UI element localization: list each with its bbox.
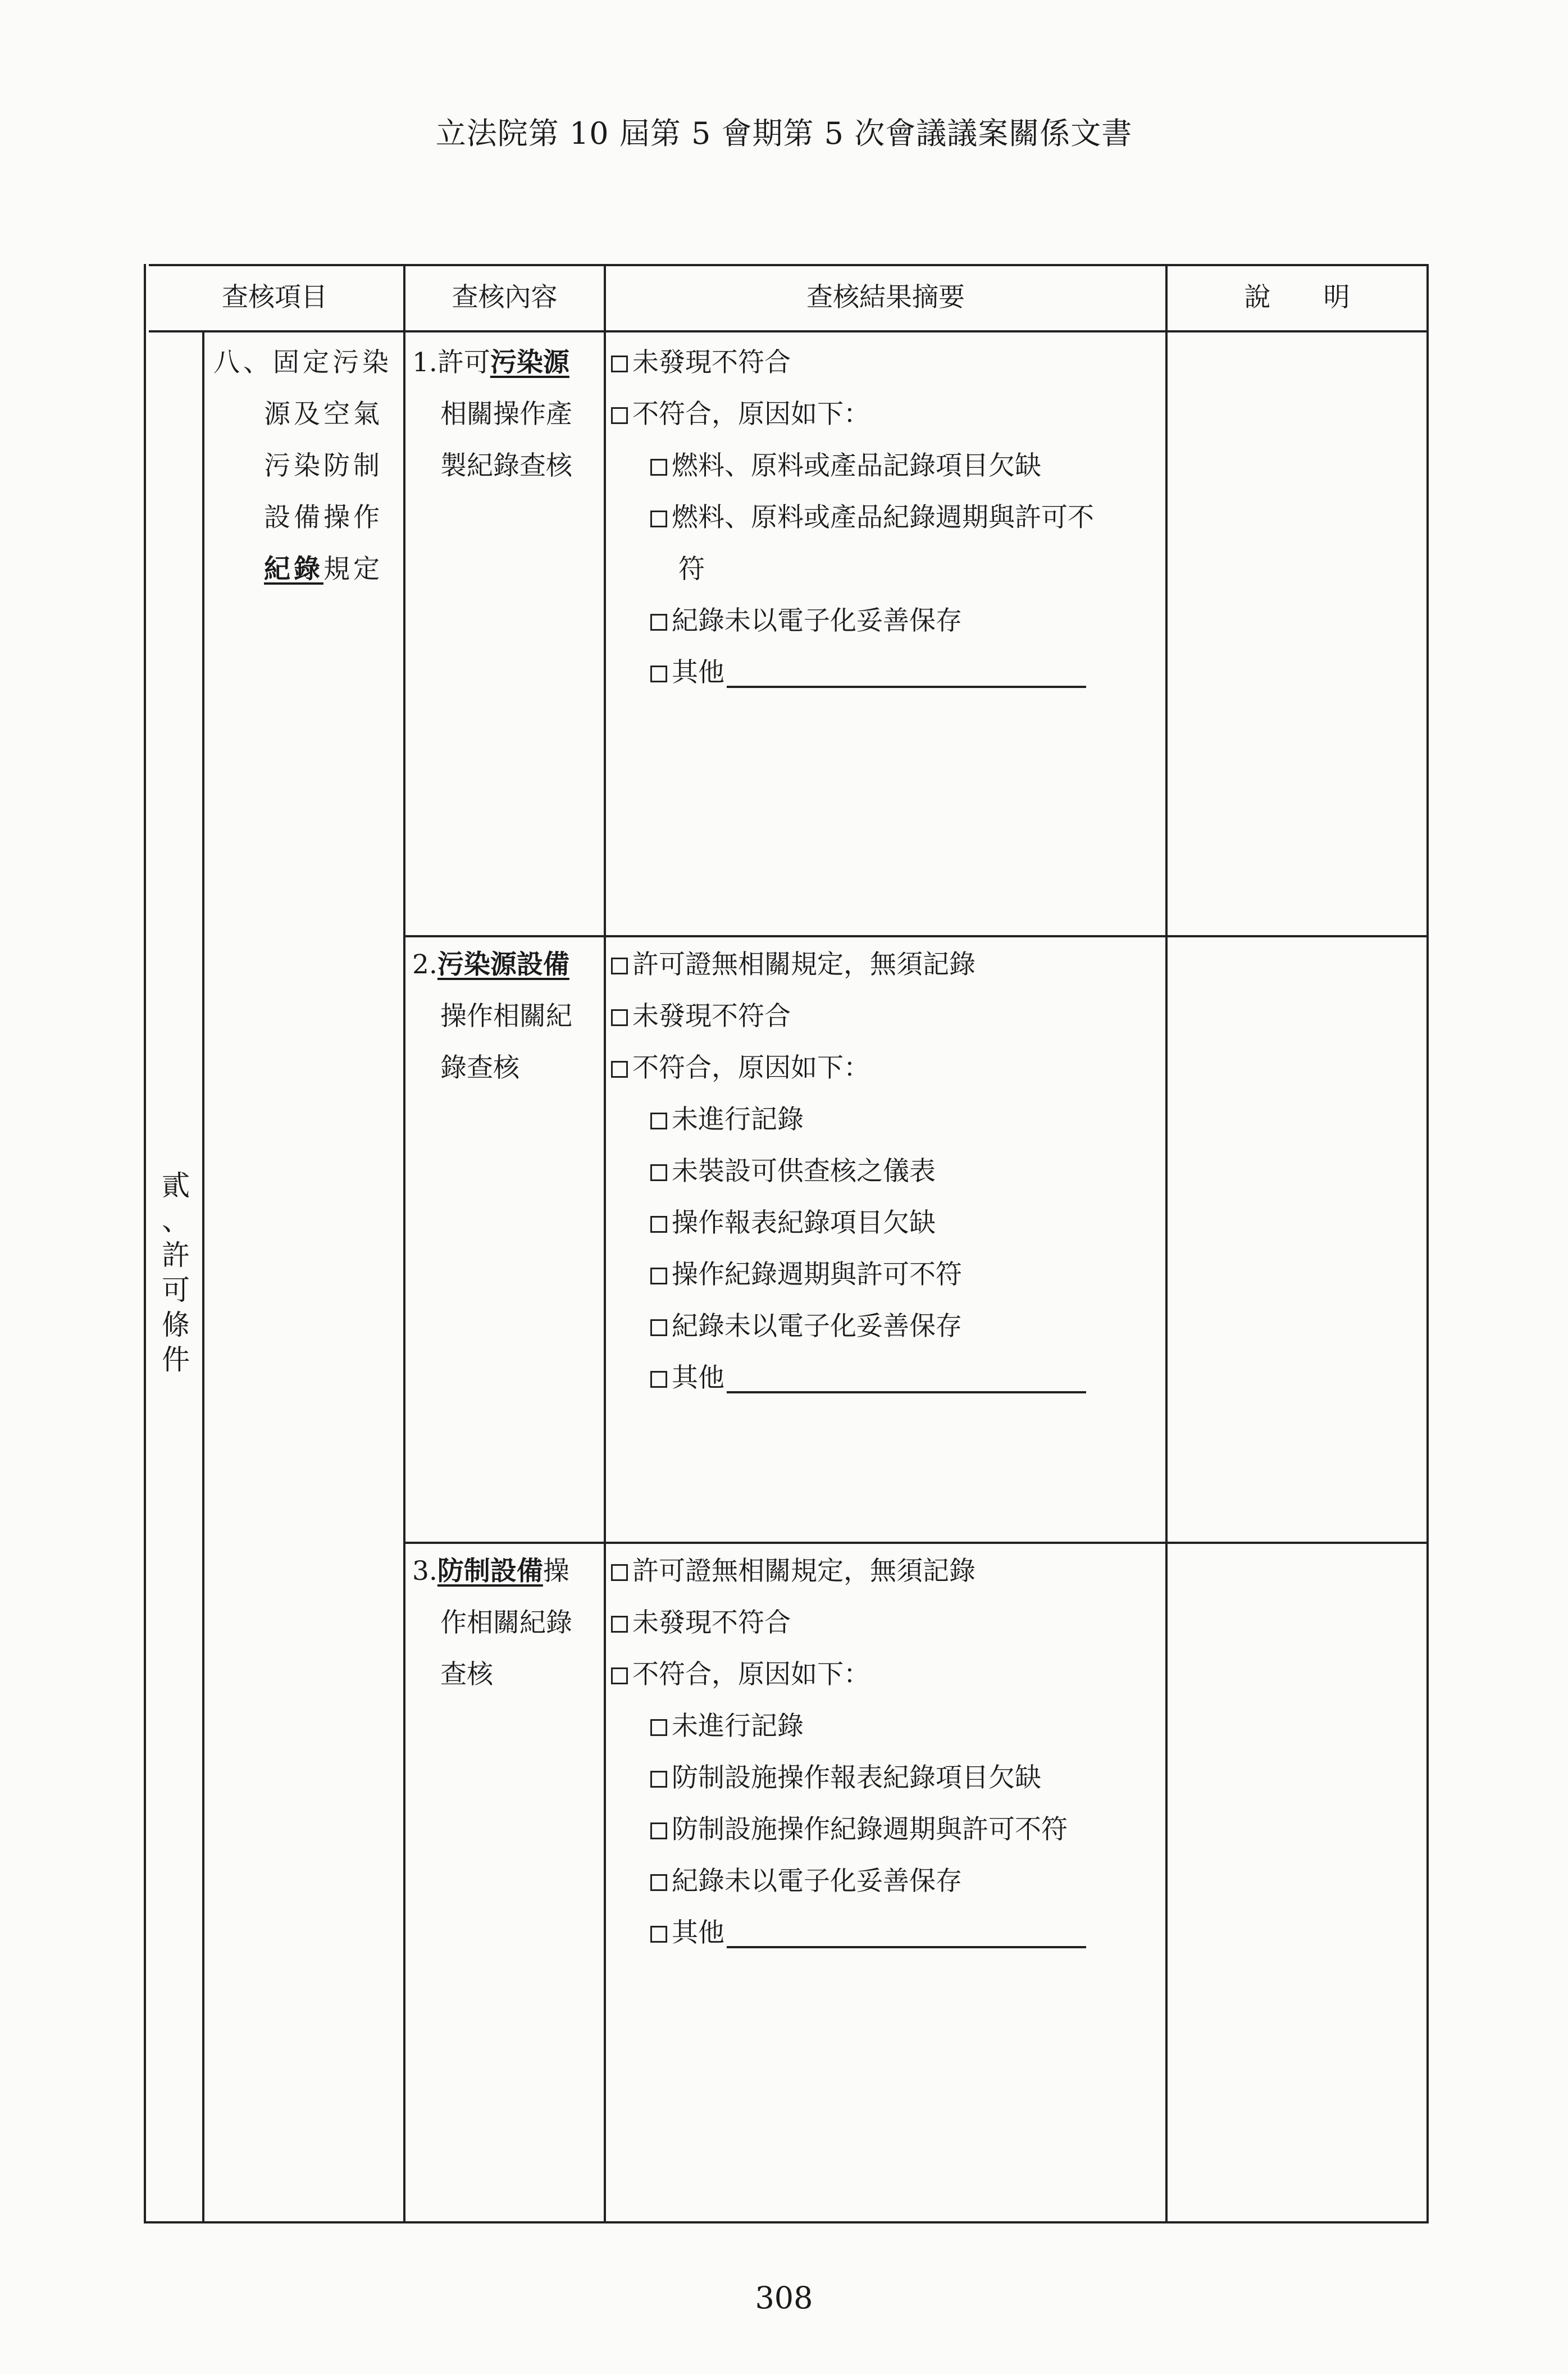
checkbox-icon xyxy=(650,1268,667,1284)
header-remarks: 說 明 xyxy=(1244,282,1350,313)
checkbox-icon xyxy=(650,1319,667,1336)
checkbox-item: 未發現不符合 xyxy=(611,1597,1164,1649)
checkbox-item: 燃料、原料或產品紀錄週期與許可不 xyxy=(650,492,1164,544)
checkbox-item: 許可證無相關規定，無須記錄 xyxy=(611,939,1164,991)
checkbox-icon xyxy=(611,958,628,974)
fill-in-blank xyxy=(727,657,1086,688)
checkbox-icon xyxy=(650,614,667,631)
checkbox-item: 其他 xyxy=(650,1907,1164,1959)
audit-item-eight: 八、固定污染 源及空氣 污染防制 設備操作 紀錄規定 xyxy=(213,347,392,585)
checkbox-item: 未發現不符合 xyxy=(611,337,1164,389)
checkbox-icon xyxy=(650,1164,667,1181)
checkbox-item: 防制設施操作報表紀錄項目欠缺 xyxy=(650,1752,1164,1804)
checkbox-item: 不符合，原因如下： xyxy=(611,1042,1164,1094)
checkbox-item: 不符合，原因如下： xyxy=(611,389,1164,440)
checkbox-icon xyxy=(650,1113,667,1129)
checkbox-item: 未發現不符合 xyxy=(611,991,1164,1042)
checkbox-item: 紀錄未以電子化妥善保存 xyxy=(650,1301,1164,1352)
checkbox-icon xyxy=(650,1822,667,1839)
checkbox-icon xyxy=(650,1719,667,1736)
checkbox-item: 燃料、原料或產品記錄項目欠缺 xyxy=(650,440,1164,492)
checkbox-icon xyxy=(650,1216,667,1233)
checkbox-item: 防制設施操作紀錄週期與許可不符 xyxy=(650,1804,1164,1856)
page-header: 立法院第 10 屆第 5 會期第 5 次會議議案關係文書 xyxy=(435,116,1133,151)
section-label-permit-conditions: 貳 、 許 可 條 件 xyxy=(162,1169,190,1376)
checkbox-icon xyxy=(650,511,667,527)
result-summary-1: 未發現不符合 不符合，原因如下： 燃料、原料或產品記錄項目欠缺 燃料、原料或產品紀錄週期與許可不 符 紀錄未以電子化妥善保存 其他 xyxy=(611,337,1164,699)
fill-in-blank xyxy=(727,1362,1086,1393)
checkbox-icon xyxy=(611,407,628,424)
checkbox-item: 其他 xyxy=(650,647,1164,699)
checkbox-icon xyxy=(650,1371,667,1388)
checkbox-item: 紀錄未以電子化妥善保存 xyxy=(650,595,1164,647)
checkbox-item: 操作紀錄週期與許可不符 xyxy=(650,1249,1164,1301)
page-number: 308 xyxy=(755,2280,813,2316)
checkbox-item: 未進行記錄 xyxy=(650,1701,1164,1752)
header-audit-content: 查核內容 xyxy=(452,282,558,313)
checkbox-icon xyxy=(611,1564,628,1581)
header-audit-item: 查核項目 xyxy=(222,282,327,313)
result-summary-3 xyxy=(611,1546,1164,1959)
audit-content-3: 3.防制設備操 作相關紀錄 查核 xyxy=(412,1556,572,1690)
checkbox-icon xyxy=(650,1874,667,1891)
result-summary-2 xyxy=(611,939,1164,1404)
checkbox-item: 許可證無相關規定，無須記錄 xyxy=(611,1546,1164,1597)
audit-content-1: 1.許可污染源 相關操作產 製紀錄查核 xyxy=(412,347,572,481)
checkbox-icon xyxy=(650,1771,667,1788)
audit-content-2: 2.污染源設備 操作相關紀 錄查核 xyxy=(412,949,572,1083)
checkbox-icon xyxy=(650,459,667,476)
checkbox-item: 操作報表紀錄項目欠缺 xyxy=(650,1197,1164,1249)
checkbox-icon xyxy=(611,1009,628,1026)
header-result-summary: 查核結果摘要 xyxy=(806,282,965,313)
checkbox-icon xyxy=(611,1616,628,1633)
checkbox-item: 紀錄未以電子化妥善保存 xyxy=(650,1856,1164,1907)
checkbox-item: 不符合，原因如下： xyxy=(611,1649,1164,1701)
checkbox-icon xyxy=(650,666,667,682)
checkbox-item: 未裝設可供查核之儀表 xyxy=(650,1146,1164,1197)
fill-in-blank xyxy=(727,1917,1086,1948)
checkbox-icon xyxy=(611,1667,628,1684)
checkbox-icon xyxy=(611,1061,628,1078)
checkbox-icon xyxy=(650,1926,667,1943)
checkbox-item: 未進行記錄 xyxy=(650,1094,1164,1146)
checkbox-icon xyxy=(611,356,628,372)
checkbox-item: 其他 xyxy=(650,1352,1164,1404)
